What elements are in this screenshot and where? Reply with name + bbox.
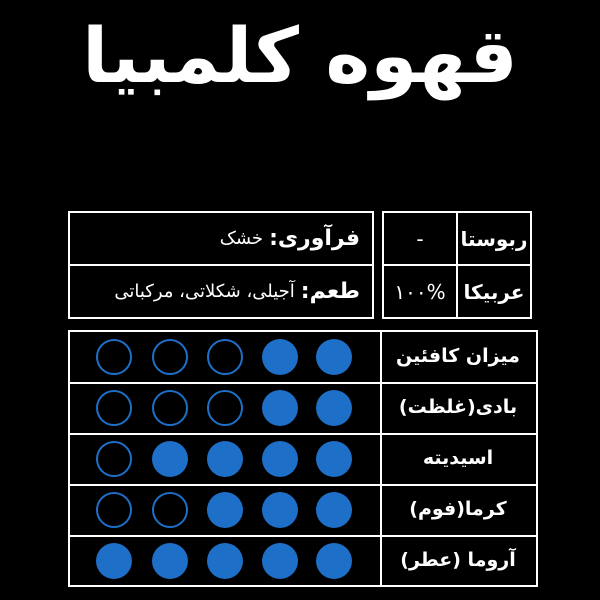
product-title: قهوه کلمبیا [82, 11, 518, 100]
rating-label: میزان کافئین [396, 344, 520, 367]
process-value: خشک [219, 228, 264, 249]
process-taste-box [68, 211, 374, 319]
rating-dot-filled [96, 543, 132, 579]
rating-dot-filled [262, 339, 298, 375]
rating-dot-empty [207, 390, 243, 426]
rating-dot-filled [262, 492, 298, 528]
rating-dot-filled [316, 492, 352, 528]
rating-dot-empty [96, 441, 132, 477]
rating-label: اسیدیته [422, 446, 494, 469]
rating-dot-empty [96, 492, 132, 528]
taste-row [114, 266, 360, 317]
rating-label: آروما (عطر) [400, 548, 516, 571]
taste-label: طعم: [300, 279, 360, 304]
robusta-value: - [416, 226, 424, 251]
rating-dot-filled [152, 543, 188, 579]
rating-dot-filled [262, 543, 298, 579]
arabica-label: عربیکا [463, 279, 525, 304]
rating-dot-filled [262, 390, 298, 426]
rating-dot-empty [207, 339, 243, 375]
bean-type-box [382, 211, 532, 319]
rating-label: بادی(غلظت) [398, 395, 518, 418]
arabica-value: ۱۰۰% [394, 279, 446, 304]
process-row [220, 213, 360, 264]
rating-dot-filled [316, 543, 352, 579]
rating-dot-empty [96, 390, 132, 426]
rating-dot-filled [316, 390, 352, 426]
rating-dot-filled [316, 339, 352, 375]
rating-dot-filled [207, 441, 243, 477]
rating-dot-empty [152, 339, 188, 375]
rating-dot-filled [262, 441, 298, 477]
robusta-label: ربوستا [460, 226, 528, 251]
rating-dot-filled [316, 441, 352, 477]
rating-label: کرما(فوم) [409, 497, 507, 520]
rating-dot-empty [152, 390, 188, 426]
process-label: فرآوری: [269, 226, 360, 251]
rating-dot-filled [207, 492, 243, 528]
taste-value: آجیلی، شکلاتی، مرکباتی [114, 281, 295, 302]
rating-dot-filled [152, 441, 188, 477]
rating-dot-empty [96, 339, 132, 375]
rating-dot-empty [152, 492, 188, 528]
rating-dot-filled [207, 543, 243, 579]
